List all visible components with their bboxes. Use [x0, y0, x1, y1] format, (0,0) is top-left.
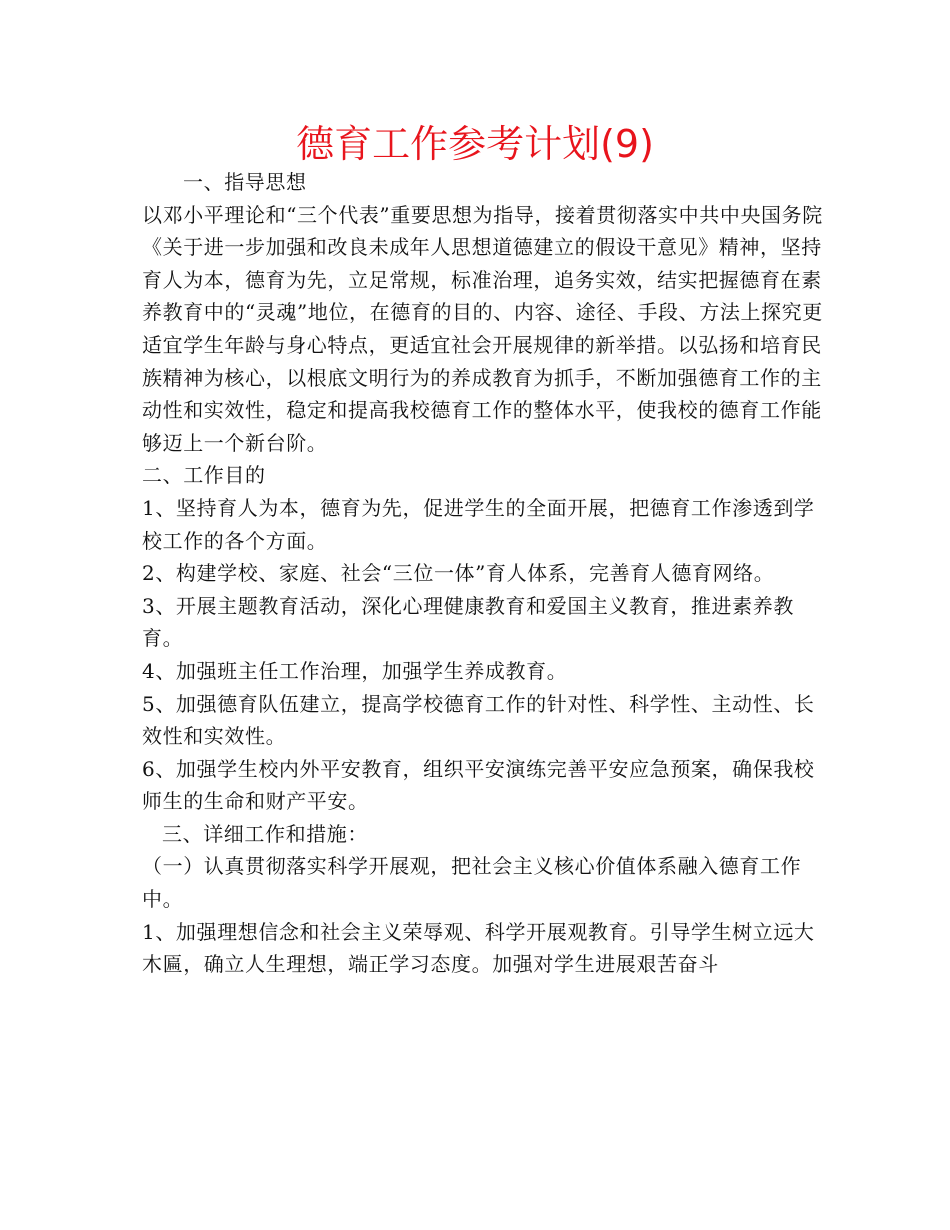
document-title: 德育工作参考计划(9): [296, 122, 654, 166]
paragraph-guiding-ideology: 以邓小平理论和“三个代表”重要思想为指导，接着贯彻落实中共中央国务院《关于进一步加强和改良未成年人思想道德建立的假设干意见》精神，坚持育人为本，德育为先，立足常规，标准治理，追务实效，结实把握德育在素养教育中的“灵魂”地位，在德育的目的、内容、途径、手段、方法上探究更适宜学生年龄与身心特点，更适宜社会开展规律的新举措。以弘扬和培育民族精神为核心，以根底文明行为的养成教育为抓手，不断加强德育工作的主动性和实效性，稳定和提高我校德育工作的整体水平，使我校的德育工作能够迈上一个新台阶。: [142, 202, 823, 455]
goal-item-3: 3、开展主题教育活动，深化心理健康教育和爱国主义教育，推进素养教育。: [142, 593, 794, 651]
measure-item-1: 1、加强理想信念和社会主义荣辱观、科学开展观教育。引导学生树立远大木匾，确立人生理想，端正学习态度。加强对学生进展艰苦奋斗: [142, 919, 815, 977]
document-body: [142, 166, 832, 981]
goal-item-5: 5、加强德育队伍建立，提高学校德育工作的针对性、科学性、主动性、长效性和实效性。: [142, 691, 815, 749]
section-heading-measures: 三、详细工作和措施：: [162, 821, 368, 846]
section-heading-guiding-ideology: 一、指导思想: [183, 170, 307, 194]
goal-item-4: 4、加强班主任工作治理，加强学生养成教育。: [142, 658, 568, 683]
subsection-heading-1: （一）认真贯彻落实科学开展观，把社会主义核心价值体系融入德育工作中。: [142, 854, 802, 912]
section-heading-work-goals: 二、工作目的: [142, 463, 266, 488]
goal-item-2: 2、构建学校、家庭、社会“三位一体”育人体系，完善育人德育网络。: [142, 561, 775, 586]
goal-item-6: 6、加强学生校内外平安教育，组织平安演练完善平安应急预案，确保我校师生的生命和财产平安。: [142, 756, 815, 814]
goal-item-1: 1、坚持育人为本，德育为先，促进学生的全面开展，把德育工作渗透到学校工作的各个方面。: [142, 495, 815, 553]
